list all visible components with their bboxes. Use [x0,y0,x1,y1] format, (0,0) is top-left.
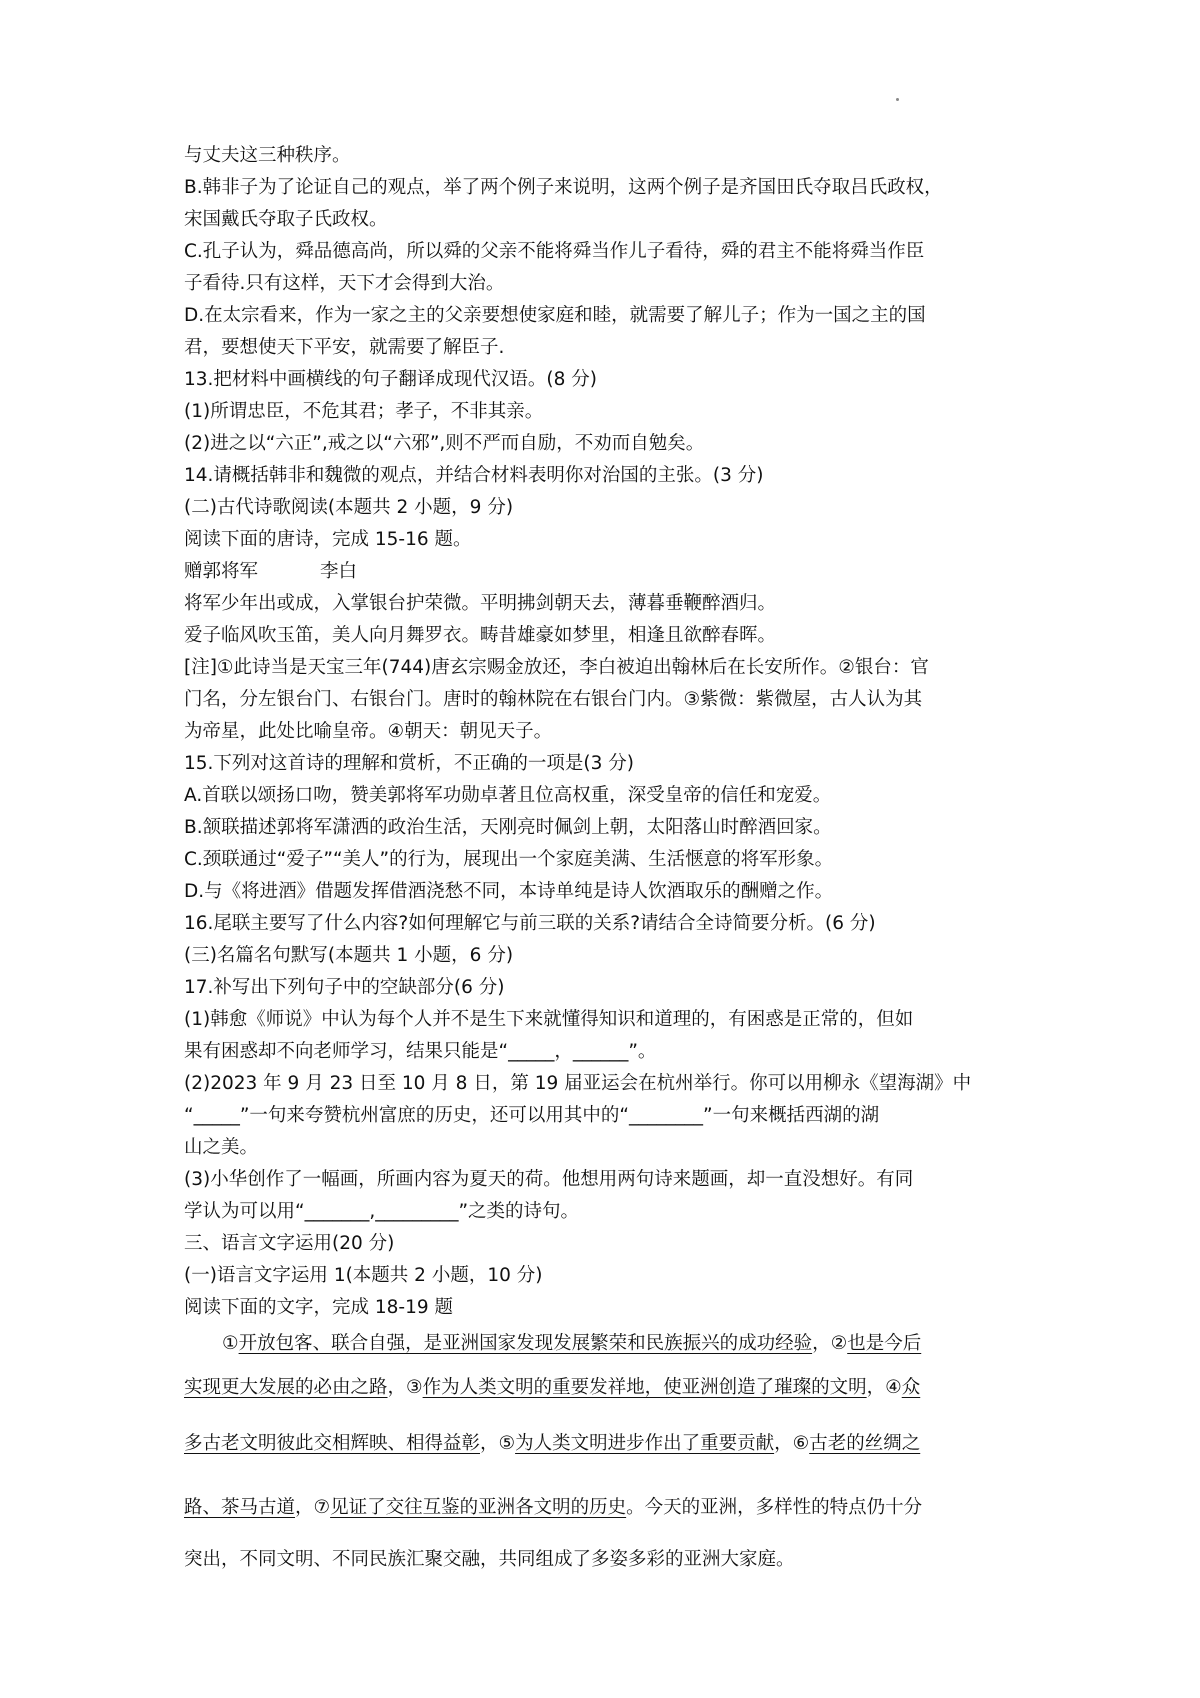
underlined-clause: 古老的丝绸之 [809,1433,921,1454]
marker: ，③ [387,1377,423,1398]
text-line: 君，要想使天下平安，就需要了解臣子. [184,337,505,358]
question-16: 16.尾联主要写了什么内容?如何理解它与前三联的关系?请结合全诗简要分析。(6 分) [184,913,876,934]
marker: ，② [812,1333,848,1354]
underlined-clause: 多古老文明彼此交相辉映、相得益彰 [184,1433,481,1454]
marker: ① [222,1333,239,1354]
poem-title-line [184,556,1034,588]
option-a-line: A.首联以颂扬口吻，赞美郭将军功勋卓著且位高权重，深受皇帝的信任和宠爱。 [184,785,832,806]
note-line: 为帝星，此处比喻皇帝。④朝天：朝见天子。 [184,721,553,742]
question-17: 17.补写出下列句子中的空缺部分(6 分) [184,977,505,998]
poem-title: 赠郭将军 [184,561,259,582]
option-d-line: D.与《将进酒》借题发挥借酒浇愁不同，本诗单纯是诗人饮酒取乐的酬赠之作。 [184,881,834,902]
text-line: 学认为可以用“_______,_________”之类的诗句。 [184,1201,580,1222]
option-b-line: B.颔联描述郭将军潇洒的政治生活，天刚亮时佩剑上朝，太阳落山时醉酒回家。 [184,817,832,838]
marker: ，④ [866,1377,902,1398]
text-line: “_____”一句来夸赞杭州富庶的历史，还可以用其中的“________”一句来概括西湖的湖 [184,1105,880,1126]
option-b-line: B.韩非子为了论证自己的观点，举了两个例子来说明，这两个例子是齐国田氏夺取吕氏政权， [184,177,943,198]
option-d-line: D.在太宗看来，作为一家之主的父亲要想使家庭和睦，就需要了解儿子；作为一国之主的国 [184,305,926,326]
passage-line [184,1492,1034,1524]
text-line: 宋国戴氏夺取子氏政权。 [184,209,388,230]
marker: ，⑥ [774,1433,810,1454]
question-13: 13.把材料中画横线的句子翻译成现代汉语。(8 分) [184,369,598,390]
question-13-item-1: (1)所谓忠臣，不危其君；孝子，不非其亲。 [184,401,544,422]
plain-clause: 。今天的亚洲，多样性的特点仍十分 [626,1497,923,1518]
section-heading: (二)古代诗歌阅读(本题共 2 小题，9 分) [184,497,514,518]
marker: ，⑤ [480,1433,516,1454]
text-line: 与丈夫这三种秩序。 [184,145,351,166]
page-content [184,140,1034,1576]
section-heading: (一)语言文字运用 1(本题共 2 小题，10 分) [184,1265,543,1286]
poem-line: 将军少年出或成，入掌银台护荣微。平明拂剑朝天去，薄暮垂鞭醉酒归。 [184,593,777,614]
question-17-item-2: (2)2023 年 9 月 23 日至 10 月 8 日，第 19 届亚运会在杭州举行。你可以用柳永《望海湖》中 [184,1073,972,1094]
question-17-item-1: (1)韩愈《师说》中认为每个人并不是生下来就懂得知识和道理的，有困惑是正常的，但如 [184,1009,914,1030]
option-c-line: C.颈联通过“爱子”“美人”的行为，展现出一个家庭美满、生活惬意的将军形象。 [184,849,834,870]
underlined-clause: 路、茶马古道 [184,1497,296,1518]
passage-line [184,1328,1034,1360]
part-heading: 三、语言文字运用(20 分) [184,1233,395,1254]
instruction-line: 阅读下面的文字，完成 18-19 题 [184,1297,454,1318]
underlined-clause: 众 [901,1377,921,1398]
note-line: [注]①此诗当是天宝三年(744)唐玄宗赐金放还，李白被迫出翰林后在长安所作。②银台：官 [184,657,929,678]
underlined-clause: 实现更大发展的必由之路 [184,1377,388,1398]
underlined-clause: 见证了交往互鉴的亚洲各文明的历史 [330,1497,627,1518]
poem-author: 李白 [320,561,358,582]
question-15: 15.下列对这首诗的理解和赏析，不正确的一项是(3 分) [184,753,635,774]
text-line: 子看待.只有这样，天下才会得到大治。 [184,273,505,294]
underlined-clause: 也是今后 [847,1333,922,1354]
question-13-item-2: (2)进之以“六正”,戒之以“六邪”,则不严而自励，不劝而自勉矣。 [184,433,705,454]
poem-line: 爱子临风吹玉笛，美人向月舞罗衣。畴昔雄豪如梦里，相逢且欲醉春晖。 [184,625,777,646]
text-line: 山之美。 [184,1137,259,1158]
instruction-line: 阅读下面的唐诗，完成 15-16 题。 [184,529,472,550]
section-heading: (三)名篇名句默写(本题共 1 小题，6 分) [184,945,514,966]
question-17-item-3: (3)小华创作了一幅画，所画内容为夏天的荷。他想用两句诗来题画，却一直没想好。有同 [184,1169,914,1190]
underlined-clause: 为人类文明进步作出了重要贡献 [515,1433,775,1454]
marker: ，⑦ [295,1497,331,1518]
option-c-line: C.孔子认为，舜品德高尚，所以舜的父亲不能将舜当作儿子看待，舜的君主不能将舜当作臣 [184,241,925,262]
underlined-clause: 开放包客、联合自强，是亚洲国家发现发展繁荣和民族振兴的成功经验 [238,1333,813,1354]
passage-line [184,1372,1034,1404]
passage-line: 突出，不同文明、不同民族汇聚交融，共同组成了多姿多彩的亚洲大家庭。 [184,1549,795,1570]
reading-passage [184,1328,1034,1576]
question-14: 14.请概括韩非和魏微的观点，并结合材料表明你对治国的主张。(3 分) [184,465,764,486]
underlined-clause: 作为人类文明的重要发祥地，使亚洲创造了璀璨的文明 [422,1377,867,1398]
note-line: 门名，分左银台门、右银台门。唐时的翰林院在右银台门内。③紫微：紫微屋，古人认为其 [184,689,923,710]
text-line: 果有困惑却不向老师学习，结果只能是“_____，______”。 [184,1041,657,1062]
passage-line [184,1428,1034,1460]
scan-speck [896,98,899,101]
